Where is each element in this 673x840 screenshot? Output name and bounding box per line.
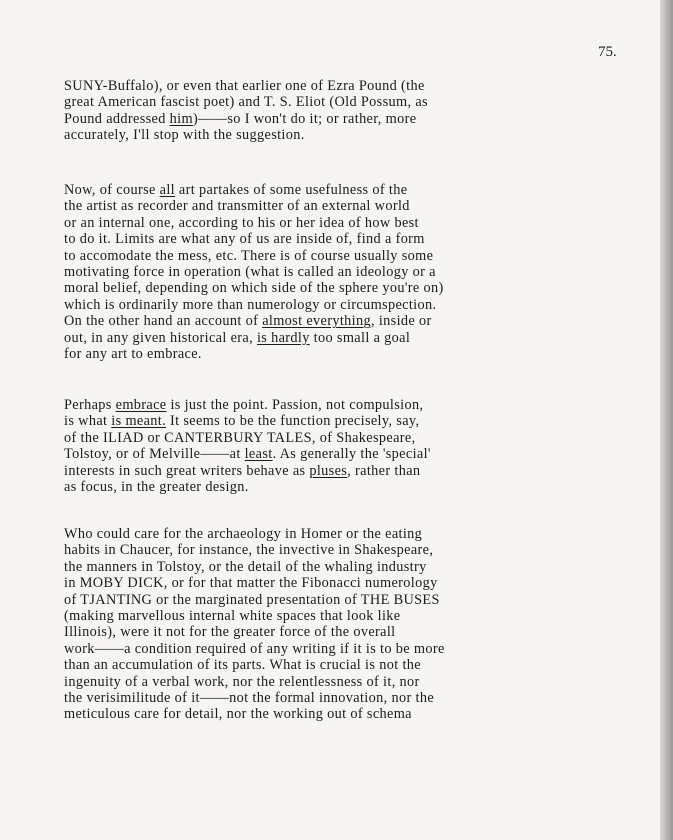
text-segment: It seems to be the function precisely, say, bbox=[166, 413, 420, 430]
text-line bbox=[64, 446, 584, 462]
text-line bbox=[64, 641, 584, 657]
text-line bbox=[64, 127, 584, 143]
underlined-text: almost everything bbox=[262, 313, 371, 330]
text-segment: to do it. Limits are what any of us are inside of, find a form bbox=[64, 231, 425, 248]
text-segment: to accomodate the mess, etc. There is of course usually some bbox=[64, 247, 434, 264]
text-line bbox=[64, 198, 584, 214]
text-segment: SUNY-Buffalo), or even that earlier one of Ezra Pound (the bbox=[64, 78, 425, 94]
text-segment: meticulous care for detail, nor the working out of schema bbox=[64, 706, 412, 723]
text-line bbox=[64, 624, 584, 640]
text-segment: art partakes of some usefulness of the bbox=[174, 182, 408, 198]
text-line bbox=[64, 111, 584, 127]
text-line bbox=[64, 297, 584, 313]
text-line bbox=[64, 330, 584, 346]
text-segment: for any art to embrace. bbox=[64, 346, 202, 363]
text-line bbox=[64, 215, 584, 231]
text-segment: which is ordinarily more than numerology or circumspection. bbox=[64, 296, 437, 313]
text-line bbox=[64, 313, 584, 329]
text-line bbox=[64, 248, 584, 264]
text-line bbox=[64, 608, 584, 624]
text-line bbox=[64, 526, 584, 542]
text-segment: in MOBY DICK, or for that matter the Fibonacci numerology bbox=[64, 575, 438, 592]
underlined-text: embrace bbox=[115, 397, 167, 413]
text-segment: Perhaps bbox=[64, 397, 116, 413]
text-segment: Illinois), were it not for the greater force of the overall bbox=[64, 624, 396, 641]
text-segment: , inside or bbox=[370, 313, 432, 330]
text-line bbox=[64, 264, 584, 280]
text-segment: )——so I won't do it; or rather, more bbox=[192, 110, 417, 127]
text-segment: Now, of course bbox=[64, 182, 160, 198]
underlined-text: least bbox=[244, 446, 273, 463]
text-segment: is just the point. Passion, not compulsion, bbox=[166, 397, 424, 413]
text-segment: interests in such great writers behave as bbox=[64, 462, 310, 479]
text-segment: is what bbox=[64, 413, 112, 430]
paragraph-1 bbox=[64, 78, 584, 144]
text-line bbox=[64, 463, 584, 479]
text-segment: great American fascist poet) and T. S. Eliot (Old Possum, as bbox=[64, 94, 428, 111]
text-segment: the artist as recorder and transmitter of an external world bbox=[64, 198, 410, 215]
page-number: 75. bbox=[598, 44, 617, 60]
underlined-text: all bbox=[159, 182, 175, 198]
text-line bbox=[64, 430, 584, 446]
text-segment: the verisimilitude of it——not the formal innovation, nor the bbox=[64, 690, 435, 707]
text-line bbox=[64, 657, 584, 673]
text-line bbox=[64, 397, 584, 413]
text-line bbox=[64, 346, 584, 362]
text-line bbox=[64, 690, 584, 706]
text-line bbox=[64, 280, 584, 296]
book-gutter bbox=[660, 0, 673, 840]
text-line bbox=[64, 94, 584, 110]
text-segment: . As generally the 'special' bbox=[272, 446, 431, 463]
text-line bbox=[64, 559, 584, 575]
paragraph-2 bbox=[64, 182, 584, 362]
text-segment: (making marvellous internal white spaces that look like bbox=[64, 608, 401, 625]
underlined-text: is meant. bbox=[111, 413, 167, 430]
text-segment: motivating force in operation (what is called an ideology or a bbox=[64, 264, 436, 281]
text-segment: accurately, I'll stop with the suggestion. bbox=[64, 127, 305, 144]
text-segment: Who could care for the archaeology in Homer or the eating bbox=[64, 526, 423, 542]
text-segment: too small a goal bbox=[309, 329, 411, 346]
text-segment: habits in Chaucer, for instance, the invective in Shakespeare, bbox=[64, 542, 434, 559]
text-segment: moral belief, depending on which side of the sphere you're on) bbox=[64, 280, 444, 297]
text-segment: Pound addressed bbox=[64, 110, 170, 127]
text-segment: or an internal one, according to his or her idea of how best bbox=[64, 214, 419, 231]
text-line bbox=[64, 182, 584, 198]
text-segment: On the other hand an account of bbox=[64, 313, 263, 330]
text-segment: work——a condition required of any writing if it is to be more bbox=[64, 640, 445, 657]
text-segment: Tolstoy, or of Melville——at bbox=[64, 446, 245, 463]
text-segment: the manners in Tolstoy, or the detail of the whaling industry bbox=[64, 558, 427, 575]
text-line bbox=[64, 542, 584, 558]
text-line bbox=[64, 592, 584, 608]
text-line bbox=[64, 575, 584, 591]
text-segment: of TJANTING or the marginated presentation of THE BUSES bbox=[64, 591, 440, 608]
underlined-text: him bbox=[169, 110, 193, 127]
text-line bbox=[64, 231, 584, 247]
text-segment: out, in any given historical era, bbox=[64, 329, 257, 346]
text-line bbox=[64, 413, 584, 429]
text-segment: of the ILIAD or CANTERBURY TALES, of Shakespeare, bbox=[64, 429, 416, 446]
text-line bbox=[64, 78, 584, 94]
text-line bbox=[64, 674, 584, 690]
text-segment: ingenuity of a verbal work, nor the relentlessness of it, nor bbox=[64, 673, 420, 690]
text-segment: than an accumulation of its parts. What is crucial is not the bbox=[64, 657, 421, 674]
paragraph-3 bbox=[64, 397, 584, 495]
underlined-text: pluses bbox=[309, 462, 348, 479]
text-segment: , rather than bbox=[347, 462, 421, 479]
text-segment: as focus, in the greater design. bbox=[64, 479, 249, 496]
underlined-text: is hardly bbox=[256, 329, 310, 346]
paragraph-4 bbox=[64, 526, 584, 723]
text-line bbox=[64, 479, 584, 495]
text-line bbox=[64, 706, 584, 722]
